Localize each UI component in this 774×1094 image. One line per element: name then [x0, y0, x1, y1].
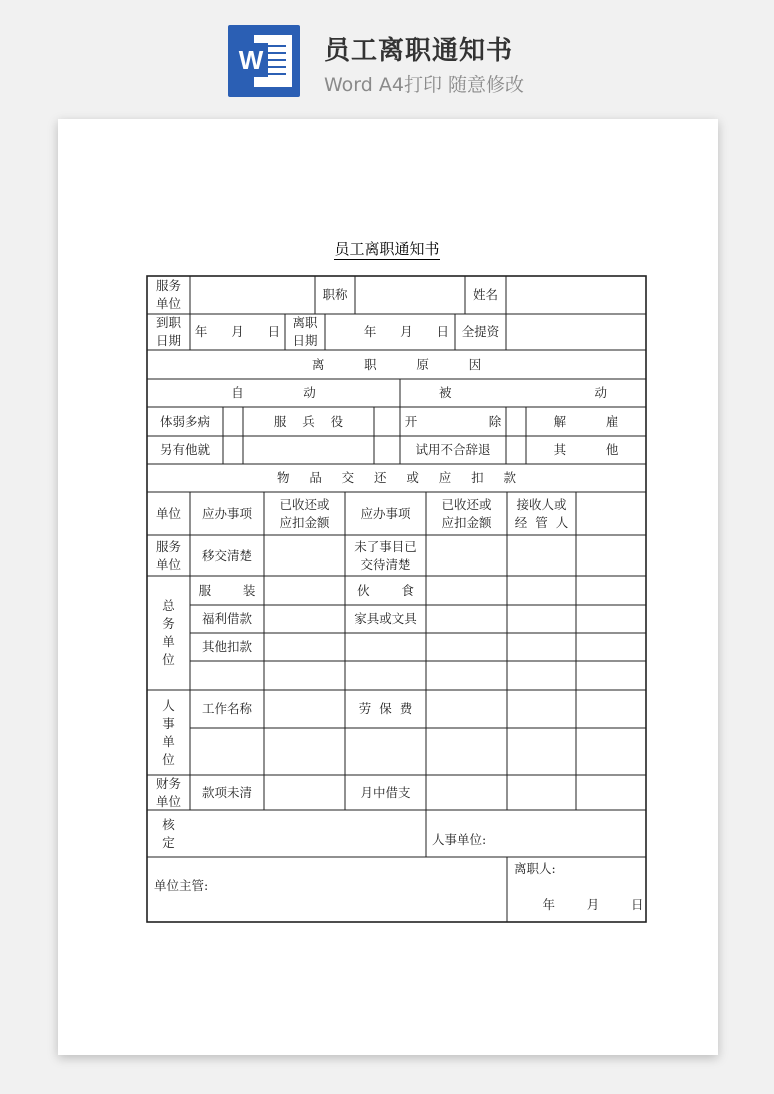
item-other-deduct: 其他扣款 [201, 639, 252, 654]
label-full-salary: 全提资 [461, 324, 500, 339]
word-letter: W [234, 43, 268, 77]
col-returned: 已收还或 应扣金额 [279, 496, 330, 530]
reason-weak-ill: 体弱多病 [159, 413, 210, 429]
row-service-unit: 服务 单位 [155, 538, 181, 572]
checkbox-fired[interactable] [506, 407, 526, 436]
reason-other: 其 他 [553, 442, 619, 457]
document-title-text: 员工离职通知书 [334, 240, 440, 258]
item-transfer-clear: 移交清楚 [201, 547, 252, 563]
reason-military: 服 兵 役 [273, 413, 344, 429]
col-task-2: 应办事项 [360, 505, 411, 521]
unit-supervisor-sign: 单位主管: [154, 878, 209, 893]
item-clothing: 服 装 [198, 582, 256, 598]
row-general-unit: 总 务 单 位 [162, 598, 175, 667]
col-receiver: 接收人或 经 管 人 [514, 496, 569, 530]
other-job-field[interactable] [243, 436, 374, 464]
label-name: 姓名 [472, 287, 498, 302]
item-unsettled: 款项未清 [201, 784, 252, 800]
checkbox-probation[interactable] [506, 436, 526, 464]
reason-dismiss: 解 雇 [553, 413, 619, 429]
full-salary-field[interactable] [506, 314, 646, 350]
label-service-unit: 服务 单位 [155, 278, 181, 311]
reason-other-job: 另有他就 [159, 442, 210, 457]
header-subtitle: Word A4打印 随意修改 [324, 74, 525, 96]
header-title: 员工离职通知书 [324, 36, 514, 66]
hr-unit-sign: 人事单位: [432, 832, 487, 847]
handover-header: 物 品 交 还 或 应 扣 款 [276, 470, 517, 485]
hire-date-field[interactable]: 年 月 日 [194, 324, 281, 339]
col-returned-2: 已收还或 应扣金额 [441, 496, 492, 530]
position-field[interactable] [355, 276, 465, 314]
label-hire-date: 到职 日期 [155, 315, 181, 348]
item-monthly-loan: 月中借支 [360, 784, 411, 800]
reason-probation: 试用不合辞退 [415, 442, 491, 457]
item-furniture: 家具或文具 [354, 611, 417, 626]
row-hr-unit: 人 事 单 位 [162, 697, 175, 767]
label-leave-date: 离职 日期 [292, 315, 318, 348]
checkbox-weak-ill[interactable] [223, 407, 243, 436]
reasons-header: 离 职 原 因 [311, 356, 482, 372]
sign-date: 年 月 日 [542, 897, 644, 912]
label-involuntary: 被 动 [438, 385, 608, 400]
label-voluntary: 自 动 [231, 385, 316, 400]
item-meals: 伙 食 [357, 582, 414, 598]
reason-fired: 开 除 [404, 413, 502, 429]
item-work-title: 工作名称 [201, 701, 252, 716]
col-task: 应办事项 [201, 505, 252, 521]
checkbox-other-job[interactable] [223, 436, 243, 464]
row-finance-unit: 财务 单位 [155, 775, 181, 809]
label-position: 职称 [322, 287, 348, 302]
departing-person-sign: 离职人: [514, 861, 556, 876]
approval-field[interactable] [190, 810, 426, 857]
item-labor-insurance: 劳 保 费 [358, 701, 413, 716]
leave-date-field[interactable]: 年 月 日 [363, 324, 449, 339]
checkbox-military[interactable] [374, 407, 400, 436]
col-unit: 单位 [155, 505, 181, 521]
item-welfare-loan: 福利借款 [201, 611, 252, 626]
row-approval: 核 定 [162, 816, 175, 850]
item-pending-matters: 未了事目已 交待清楚 [354, 538, 417, 572]
service-unit-field[interactable] [190, 276, 315, 314]
checkbox-other-job-2[interactable] [374, 436, 400, 464]
name-field[interactable] [506, 276, 646, 314]
